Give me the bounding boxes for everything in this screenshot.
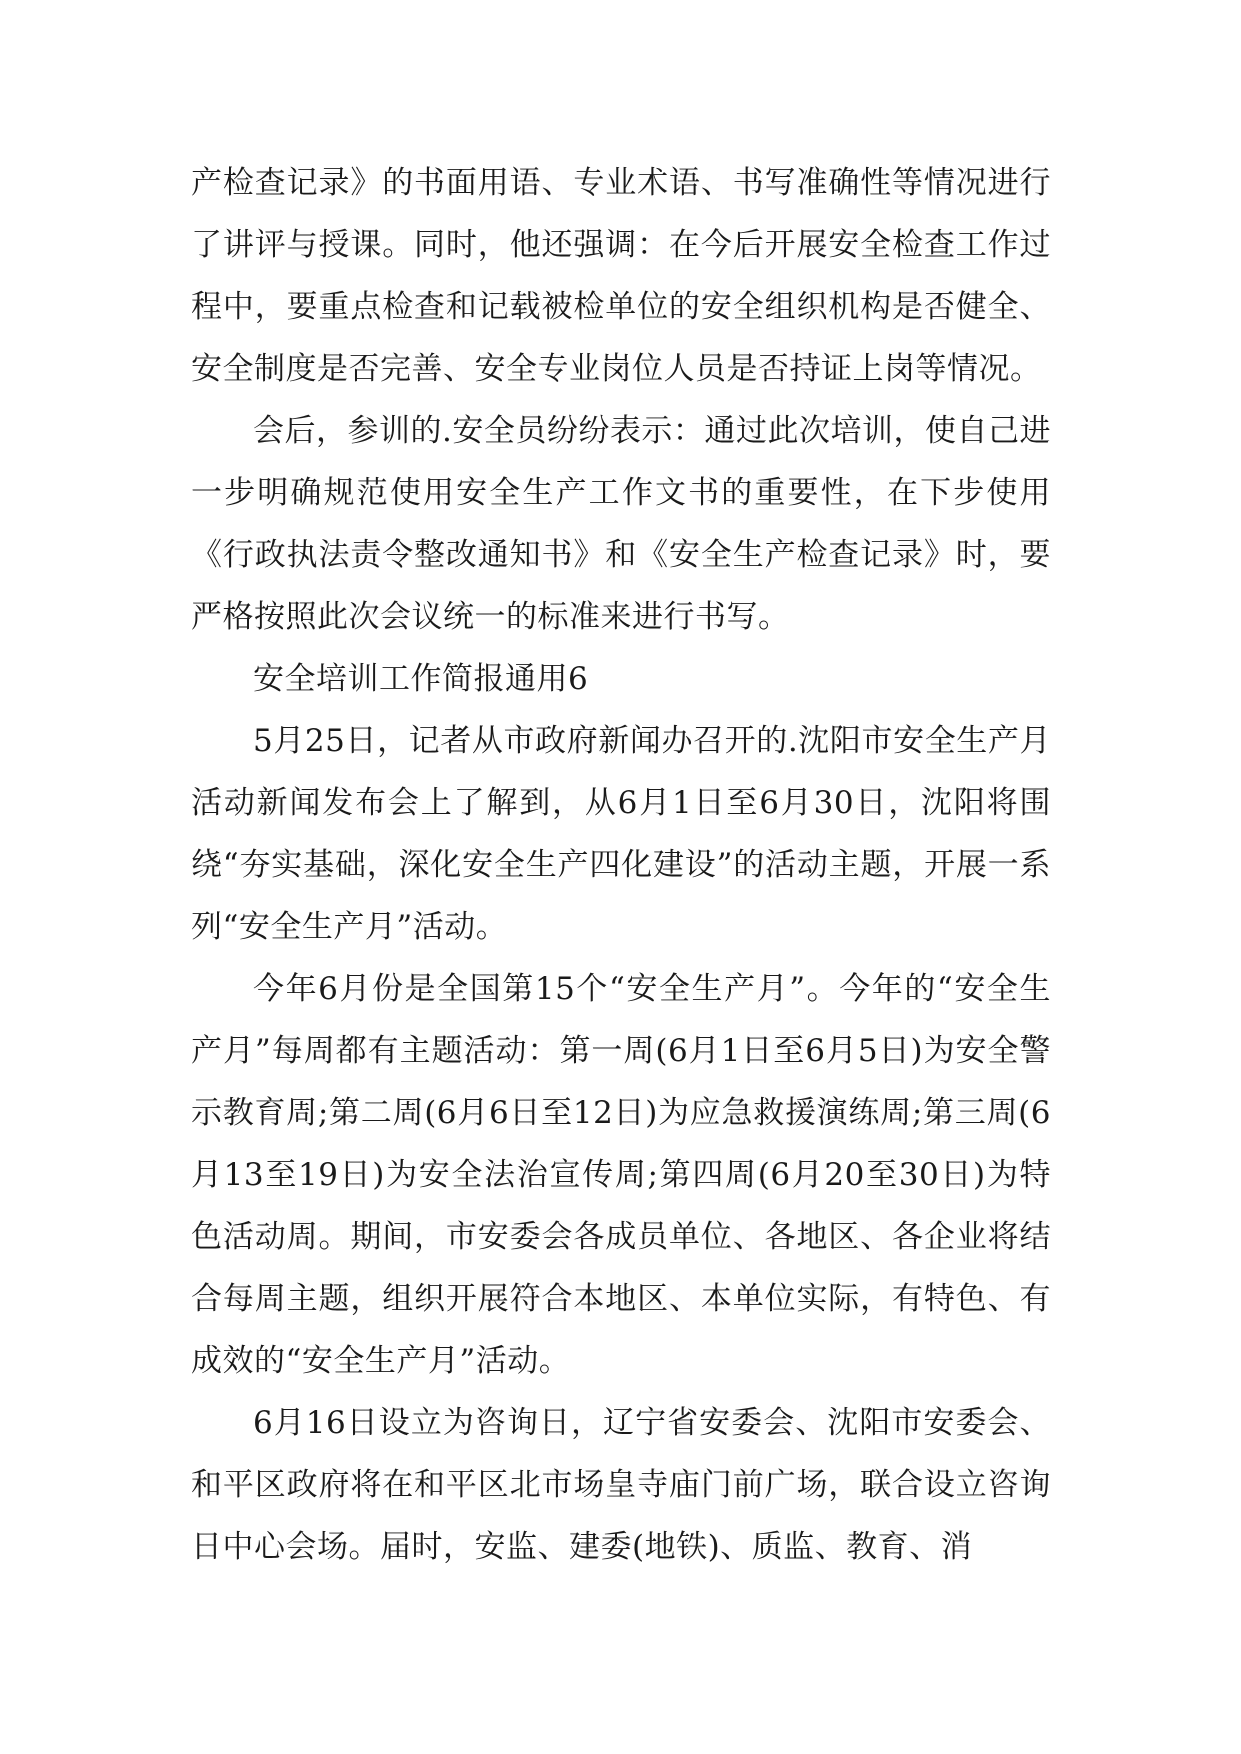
paragraph-trainee-feedback: 会后，参训的.安全员纷纷表示：通过此次培训，使自己进一步明确规范使用安全生产工作文书的重要性，在下步使用《行政执法责令整改通知书》和《安全生产检查记录》时，要严格按照此次会议统一的标准来进行书写。 (191, 413, 1051, 635)
section-heading: 安全培训工作简报通用6 (253, 661, 589, 697)
paragraph-weekly-themes: 今年6月份是全国第15个“安全生产月”。今年的“安全生产月”每周都有主题活动：第一周(6月1日至6月5日)为安全警示教育周;第二周(6月6日至12日)为应急救援演练周;第三周(6月13至19日)为安全法治宣传周;第四周(6月20至30日)为特色活动周。期间，市安委会各成员单位、各地区、各企业将结合每周主题，组织开展符合本地区、本单位实际，有特色、有成效的“安全生产月”活动。 (191, 971, 1051, 1379)
paragraph-continuation: 产检查记录》的书面用语、专业术语、书写准确性等情况进行了讲评与授课。同时，他还强调：在今后开展安全检查工作过程中，要重点检查和记载被检单位的安全组织机构是否健全、安全制度是否完善、安全专业岗位人员是否持证上岗等情况。 (191, 165, 1051, 387)
paragraph-press-conference: 5月25日，记者从市政府新闻办召开的.沈阳市安全生产月活动新闻发布会上了解到，从6月1日至6月30日，沈阳将围绕“夯实基础，深化安全生产四化建设”的活动主题，开展一系列“安全生产月”活动。 (191, 723, 1051, 945)
document-body (191, 152, 1051, 1578)
paragraph-consultation-day: 6月16日设立为咨询日，辽宁省安委会、沈阳市安委会、和平区政府将在和平区北市场皇寺庙门前广场，联合设立咨询日中心会场。届时，安监、建委(地铁)、质监、教育、消 (191, 1405, 1051, 1565)
